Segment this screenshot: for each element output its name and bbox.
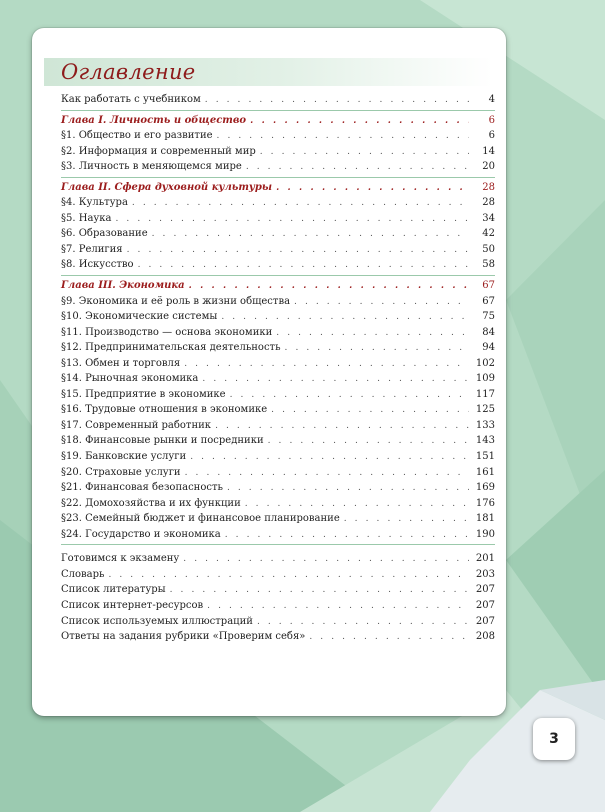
toc-entry[interactable] [61,92,495,108]
toc-entry[interactable] [61,325,495,341]
leader-dots [246,160,469,176]
toc-entry[interactable] [61,257,495,273]
leader-dots [185,466,469,482]
entry-page: 169 [475,482,495,494]
entry-page: 109 [475,373,495,385]
entry-page: 50 [482,243,495,255]
entry-label: §7. Религия [61,243,123,255]
entry-page: 203 [475,568,495,580]
entry-label: Список литературы [61,584,166,596]
leader-dots [309,630,469,646]
chapter-heading[interactable] [61,278,495,294]
entry-page: 34 [482,212,495,224]
entry-page: 58 [482,259,495,271]
entry-label: §24. Государство и экономика [61,528,221,540]
leader-dots [217,129,469,145]
leader-dots [344,512,469,528]
leader-dots [138,258,469,274]
entry-page: 201 [475,553,495,565]
entry-page: 94 [482,342,495,354]
toc-entry[interactable] [61,387,495,403]
leader-dots [183,552,469,568]
leader-dots [132,196,469,212]
page-title: Оглавление [61,60,196,84]
entry-page: 207 [475,615,495,627]
leader-dots [227,481,469,497]
leader-dots [221,310,469,326]
entry-label: §21. Финансовая безопасность [61,482,223,494]
entry-page: 20 [482,161,495,173]
leader-dots [207,599,469,615]
toc-entry[interactable] [61,551,495,567]
chapter-heading[interactable] [61,113,495,129]
entry-label: Словарь [61,568,105,580]
leader-dots [257,615,469,631]
leader-dots [294,295,469,311]
chapter-heading[interactable] [61,180,495,196]
divider [61,177,495,178]
leader-dots [276,181,469,197]
entry-page: 42 [482,228,495,240]
entry-label: §9. Экономика и её роль в жизни общества [61,295,291,307]
toc-entry[interactable] [61,433,495,449]
entry-page: 125 [475,404,495,416]
entry-page: 4 [488,94,495,105]
chapter-title: Глава II. Сфера духовной культуры [61,181,273,193]
entry-label: Список используемых иллюстраций [61,615,253,627]
toc-entry[interactable] [61,480,495,496]
entry-page: 133 [475,419,495,431]
entry-page: 14 [482,145,495,157]
entry-label: §14. Рыночная экономика [61,373,199,385]
entry-page: 6 [488,130,495,142]
entry-label: §18. Финансовые рынки и посредники [61,435,264,447]
leader-dots [152,227,469,243]
entry-page: 161 [475,466,495,478]
toc-entry[interactable] [61,582,495,598]
entry-label: Готовимся к экзамену [61,553,180,565]
entry-page: 208 [475,631,495,643]
toc-entry[interactable] [61,159,495,175]
entry-label: §13. Обмен и торговля [61,357,181,369]
entry-page: 102 [475,357,495,369]
leader-dots [190,450,469,466]
divider [61,275,495,276]
chapter-page: 67 [482,280,495,292]
toc-entry[interactable] [61,356,495,372]
entry-page: 143 [475,435,495,447]
toc-entry[interactable] [61,465,495,481]
entry-label: §4. Культура [61,197,128,209]
toc-entry[interactable] [61,195,495,211]
chapter-page: 28 [482,181,495,193]
entry-label: §23. Семейный бюджет и финансовое планирование [61,513,340,525]
entry-page: 176 [475,497,495,509]
entry-page: 117 [475,388,495,400]
entry-label: §5. Наука [61,212,112,224]
divider [61,110,495,111]
toc-entry[interactable] [61,496,495,512]
leader-dots [184,357,469,373]
entry-page: 67 [482,295,495,307]
chapter-title: Глава III. Экономика [61,280,185,292]
toc-entry[interactable] [61,309,495,325]
toc-entry[interactable] [61,226,495,242]
leader-dots [230,388,469,404]
leader-dots [202,372,469,388]
entry-page: 28 [482,197,495,209]
toc-entry[interactable] [61,128,495,144]
toc-entry[interactable] [61,144,495,160]
entry-label: §20. Страховые услуги [61,466,181,478]
toc-entry[interactable] [61,340,495,356]
toc-entry[interactable] [61,449,495,465]
toc-entry[interactable] [61,567,495,583]
leader-dots [271,403,469,419]
toc-entry[interactable] [61,371,495,387]
page-number-badge: 3 [533,718,575,760]
entry-label: §22. Домохозяйства и их функции [61,497,241,509]
entry-label: Список интернет-ресурсов [61,599,204,611]
toc-entry[interactable] [61,629,495,645]
entry-page: 190 [475,528,495,540]
entry-label: §19. Банковские услуги [61,451,187,463]
entry-label: Ответы на задания рубрики «Проверим себя» [61,631,306,643]
leader-dots [189,279,469,295]
toc-entry[interactable] [61,418,495,434]
leader-dots [245,497,469,513]
toc-entry[interactable] [61,614,495,630]
entry-label: §17. Современный работник [61,419,212,431]
leader-dots [250,114,469,130]
toc-entry[interactable] [61,527,495,543]
leader-dots [215,419,469,435]
entry-page: 181 [475,513,495,525]
entry-page: 84 [482,326,495,338]
entry-label: §1. Общество и его развитие [61,130,213,142]
chapter-page: 6 [488,114,495,126]
entry-page: 207 [475,584,495,596]
leader-dots [116,212,470,228]
toc-entry[interactable] [61,242,495,258]
entry-label: §11. Производство — основа экономики [61,326,273,338]
toc-entry[interactable] [61,511,495,527]
entry-label: §2. Информация и современный мир [61,145,256,157]
leader-dots [285,341,469,357]
toc-entry[interactable] [61,598,495,614]
leader-dots [108,568,469,584]
toc-entry[interactable] [61,294,495,310]
leader-dots [260,145,469,161]
table-of-contents [61,92,495,645]
leader-dots [170,583,469,599]
leader-dots [225,528,469,544]
entry-label: §12. Предпринимательская деятельность [61,342,281,354]
toc-entry[interactable] [61,211,495,227]
entry-label: §16. Трудовые отношения в экономике [61,404,268,416]
entry-label: §10. Экономические системы [61,311,218,323]
entry-label: §15. Предприятие в экономике [61,388,226,400]
toc-entry[interactable] [61,402,495,418]
toc-page [32,28,506,716]
entry-label: §6. Образование [61,228,148,240]
entry-page: 207 [475,599,495,611]
entry-page: 75 [482,311,495,323]
divider [61,544,495,545]
chapter-title: Глава I. Личность и общество [61,114,247,126]
entry-label: §8. Искусство [61,259,134,271]
leader-dots [268,434,469,450]
entry-page: 151 [475,451,495,463]
leader-dots [127,243,469,259]
leader-dots [205,93,469,109]
leader-dots [276,326,469,342]
entry-label: §3. Личность в меняющемся мире [61,161,242,173]
entry-label: Как работать с учебником [61,94,201,105]
